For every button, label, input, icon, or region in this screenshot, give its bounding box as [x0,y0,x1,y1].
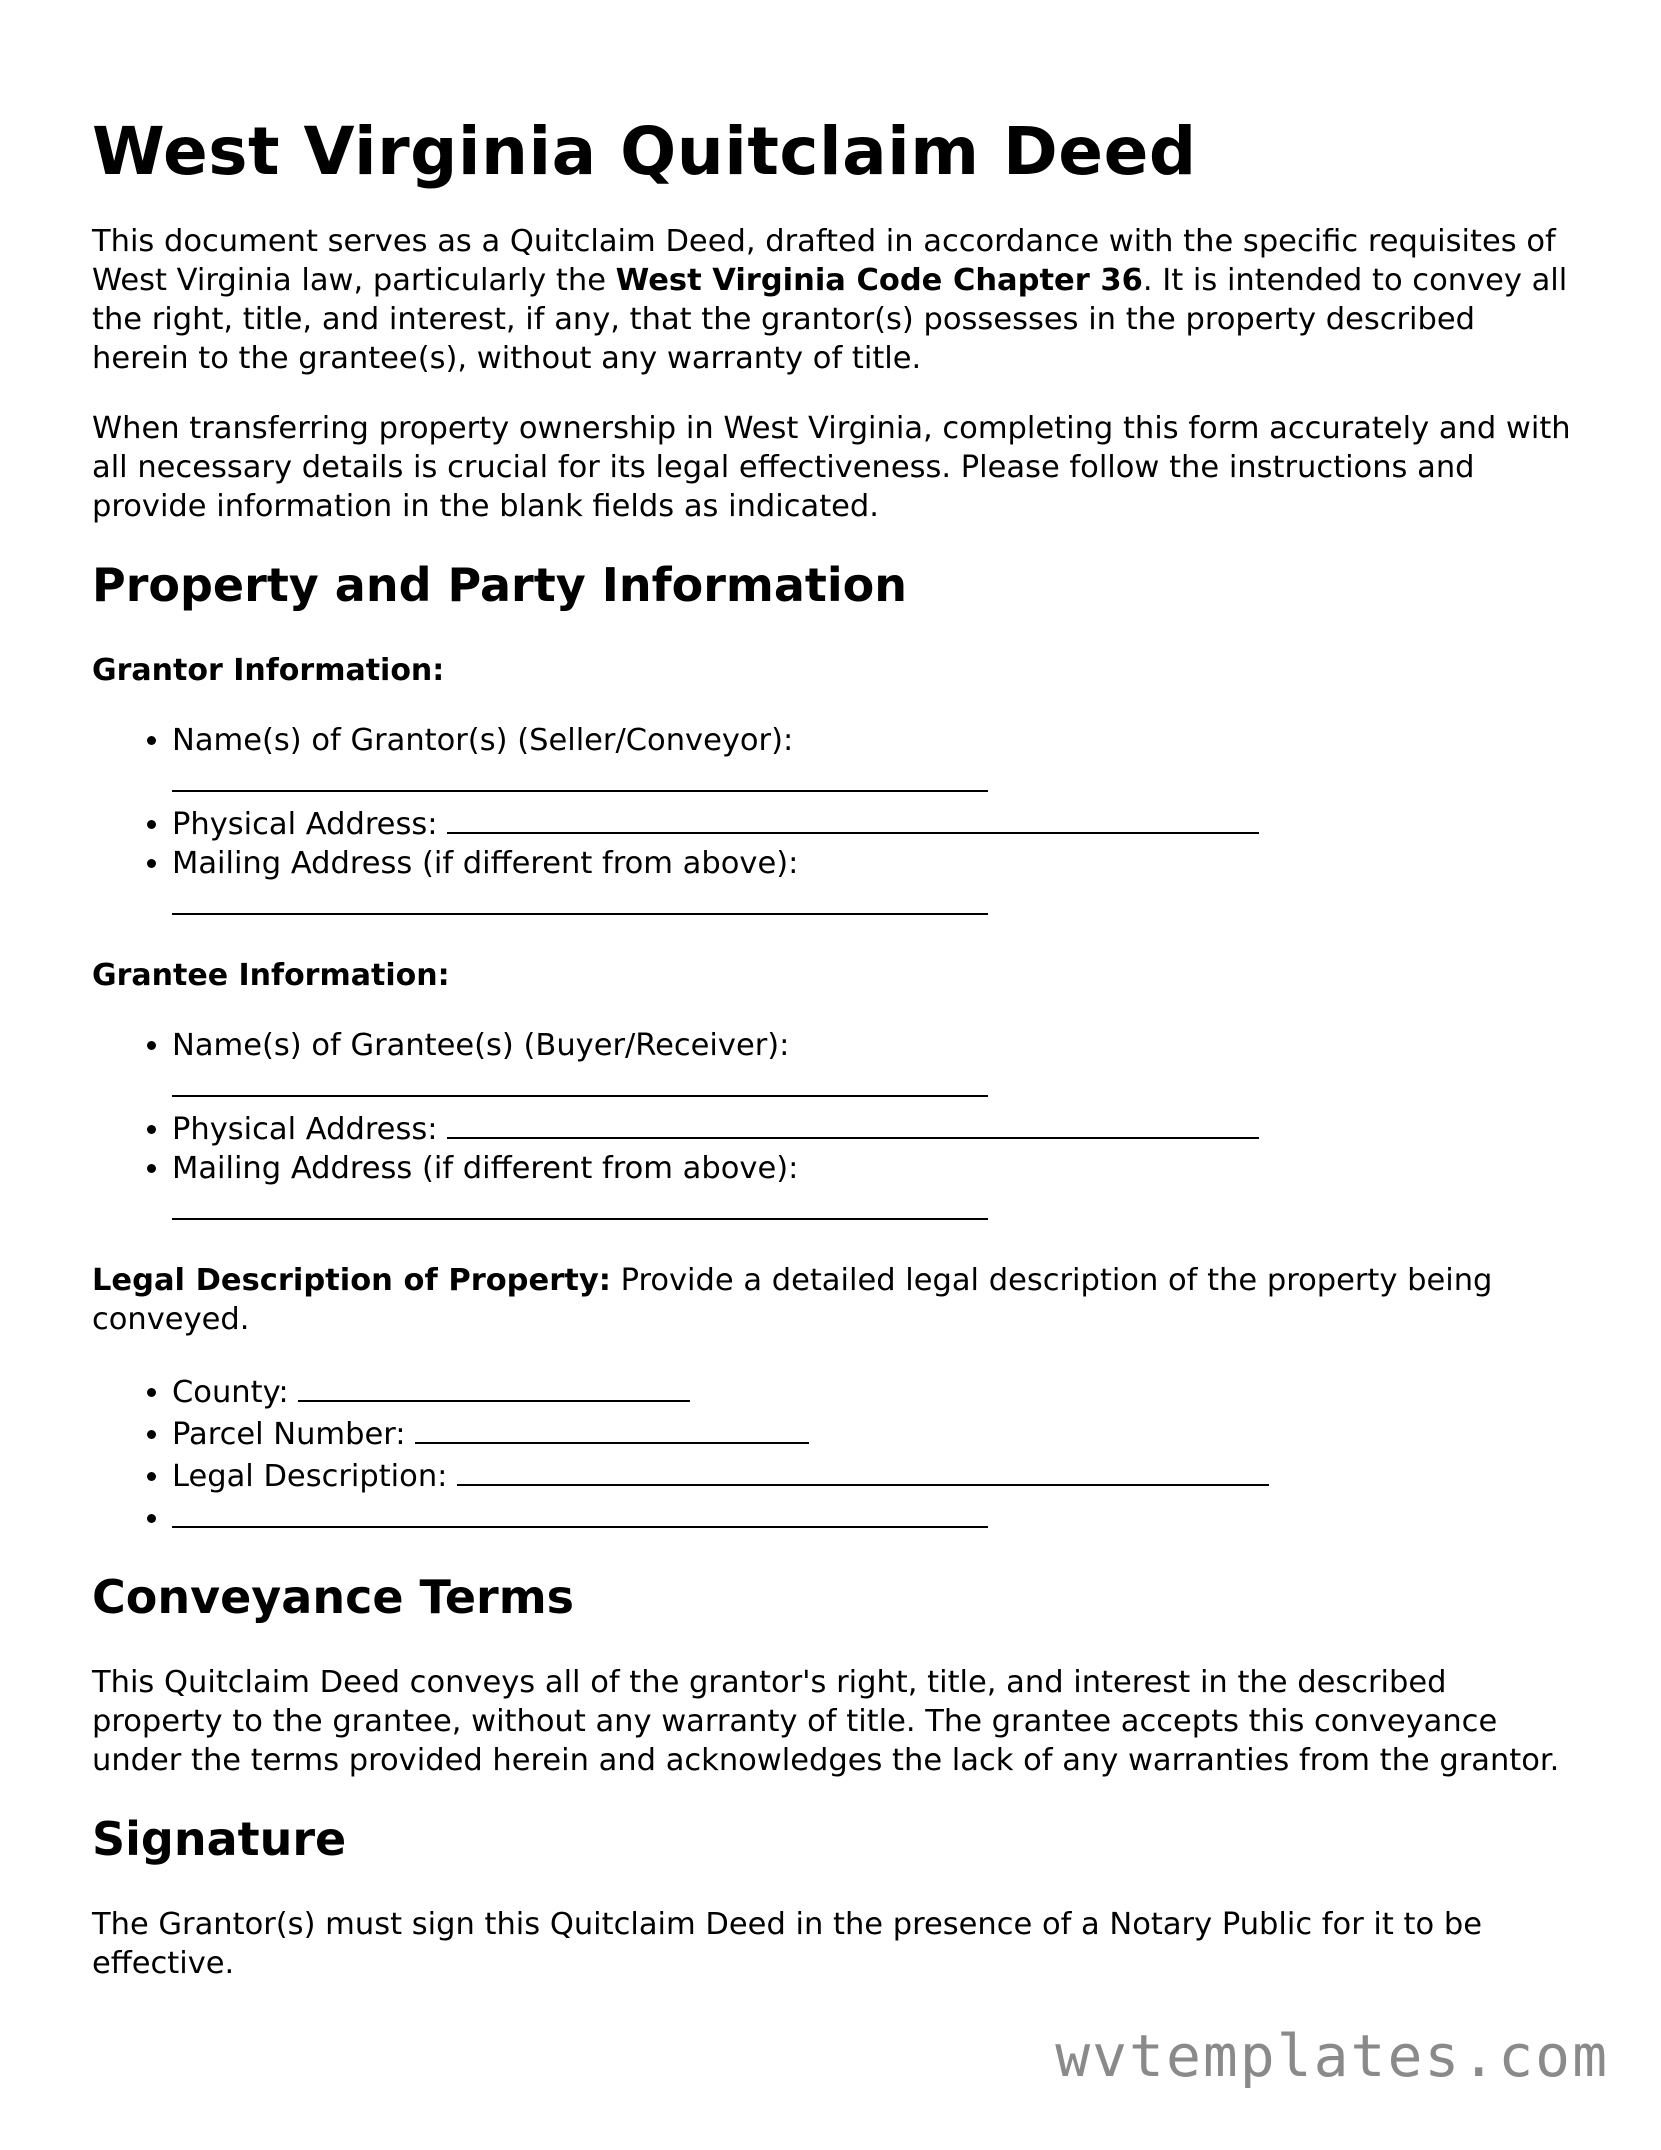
legal-description-field[interactable] [457,1454,1269,1486]
conveyance-text: This Quitclaim Deed conveys all of the grantor's right, title, and interest in the described property to the grantee, without any warranty of title. The grantee accepts this conveyance under the terms provided herein and acknowledges the lack of any warranties from the grantor. [92,1665,1560,1778]
document-page [92,112,1572,2014]
grantor-physical-field[interactable] [447,802,1259,834]
legal-description-text: Provide a detailed legal description of the property being conveyed. [92,1263,1493,1337]
grantor-names-field[interactable] [172,760,988,792]
list-item [172,1107,1572,1149]
grantor-mailing-field[interactable] [172,883,988,915]
legal-description-heading: Legal Description of Property: [92,1263,611,1298]
grantor-physical-label: Physical Address: [172,807,438,842]
grantor-heading: Grantor Information: [92,653,445,688]
list-item [172,1496,1572,1538]
grantee-mailing-label: Mailing Address (if different from above): [172,1151,799,1186]
legal-description-label: Legal Description: [172,1459,448,1494]
grantee-heading: Grantee Information: [92,958,450,993]
property-section-heading: Property and Party Information [92,558,907,612]
signature-heading: Signature [92,1812,347,1866]
legal-description-paragraph [92,1261,1572,1339]
list-item [172,1454,1572,1496]
list-item [172,1026,1572,1107]
grantee-mailing-field[interactable] [172,1188,988,1220]
intro-text-1: This document serves as a Quitclaim Deed, drafted in accordance with the specific requisites of West Virginia law, particularly the [92,224,1556,298]
list-item [172,721,1572,802]
grantor-list [92,721,1572,925]
intro-paragraph-1 [92,222,1572,378]
grantor-mailing-label: Mailing Address (if different from above): [172,846,799,881]
page-title: West Virginia Quitclaim Deed [92,113,1197,190]
legal-description-extra-field[interactable] [172,1496,988,1528]
list-item [172,1412,1572,1454]
intro-paragraph-2: When transferring property ownership in West Virginia, completing this form accurately and with all necessary details is crucial for its legal effectiveness. Please follow the instructions and provide information in the blank fields as indicated. [92,411,1571,524]
county-label: County: [172,1375,289,1410]
list-item [172,802,1572,844]
list-item [172,844,1572,925]
grantee-physical-field[interactable] [447,1107,1259,1139]
watermark: wvtemplates.com [1055,2022,1609,2090]
conveyance-heading: Conveyance Terms [92,1570,575,1624]
list-item [172,1149,1572,1230]
signature-text: The Grantor(s) must sign this Quitclaim Deed in the presence of a Notary Public for it to be effective. [92,1907,1482,1981]
list-item [172,1370,1572,1412]
grantee-names-label: Name(s) of Grantee(s) (Buyer/Receiver): [172,1028,790,1063]
grantee-names-field[interactable] [172,1065,988,1097]
county-field[interactable] [298,1370,690,1402]
intro-text-1-end: . It is intended to convey all the right, title, and interest, if any, that the grantor(s) possesses in the property described herein to the grantee(s), without any warranty of title. [92,263,1568,376]
code-reference: West Virginia Code Chapter 36 [615,263,1143,298]
grantor-names-label: Name(s) of Grantor(s) (Seller/Conveyor): [172,723,794,758]
parcel-label: Parcel Number: [172,1417,406,1452]
parcel-field[interactable] [415,1412,809,1444]
grantee-list [92,1026,1572,1230]
grantee-physical-label: Physical Address: [172,1112,438,1147]
legal-list [92,1370,1572,1538]
